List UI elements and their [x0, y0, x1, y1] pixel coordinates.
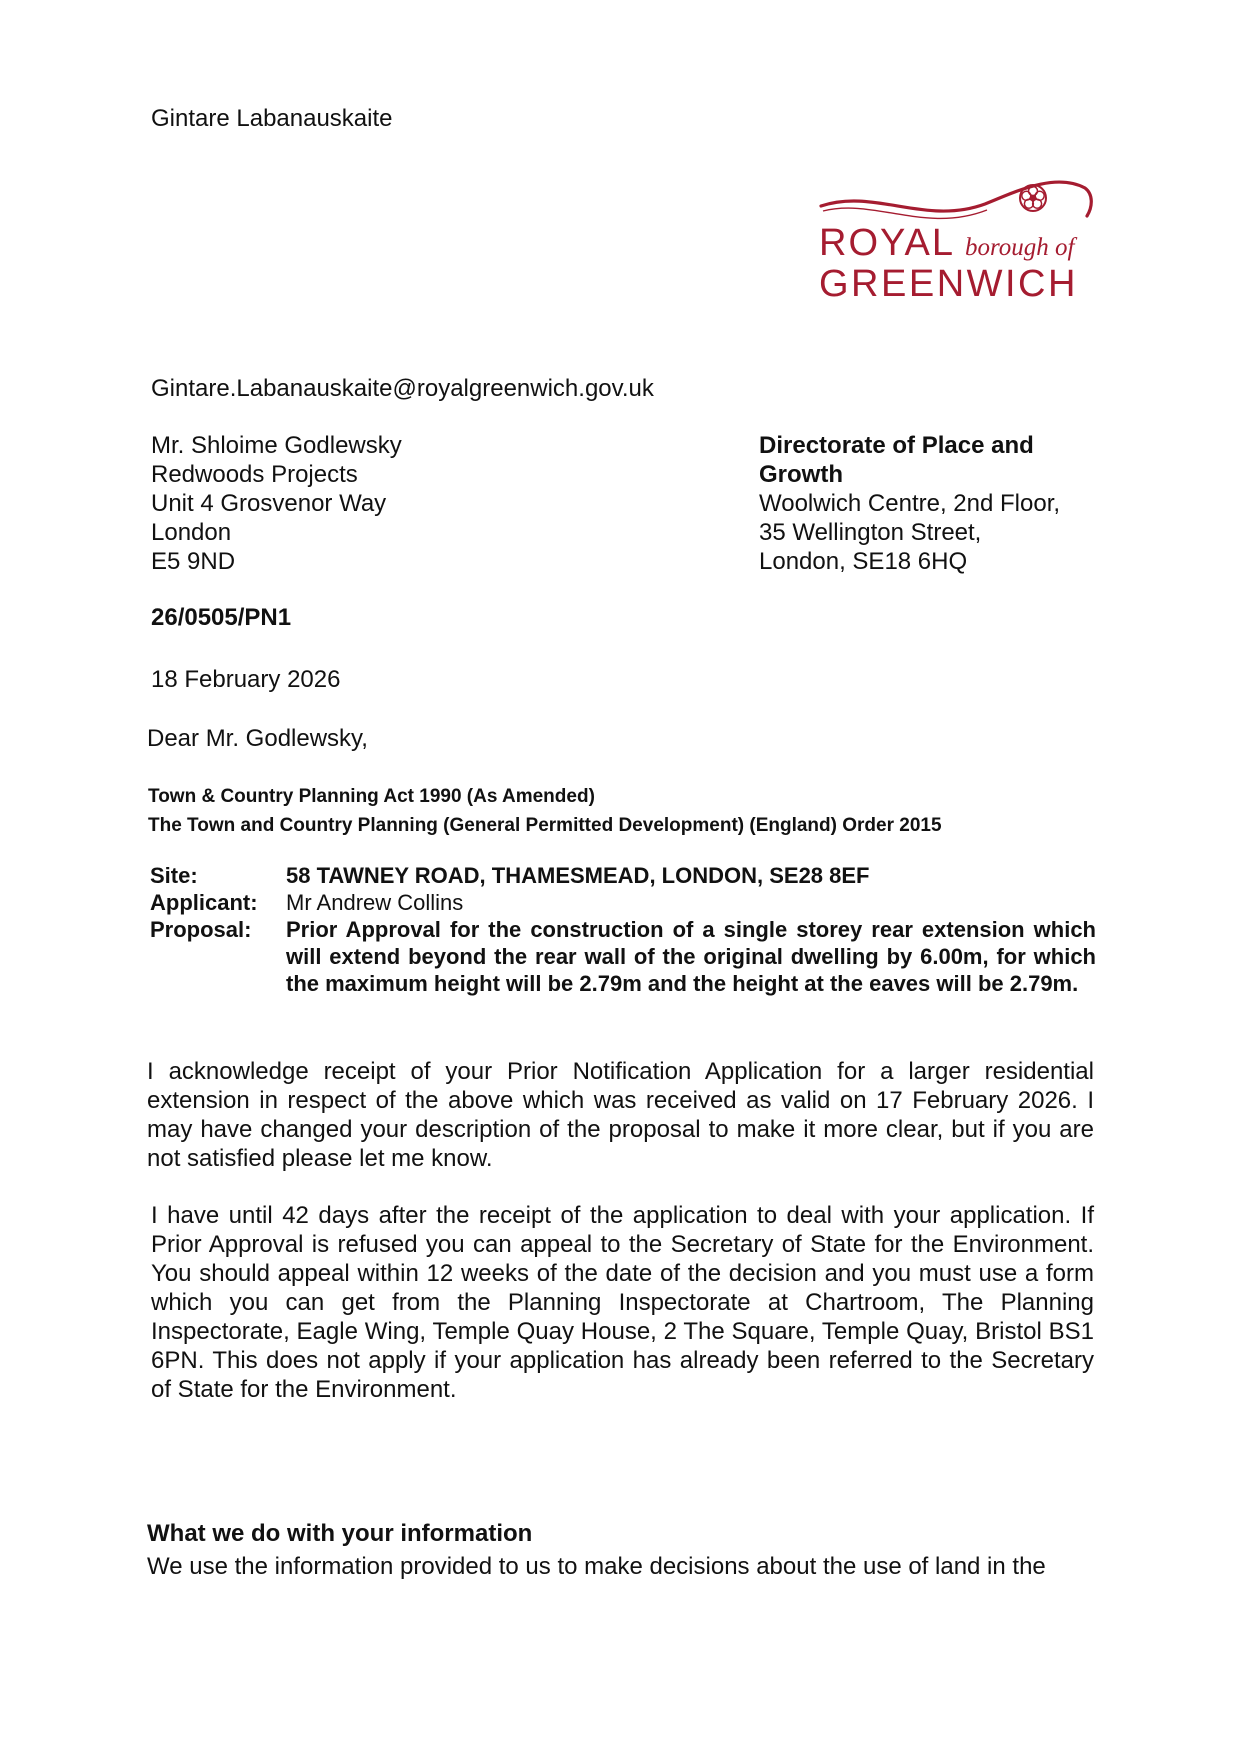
logo-borough-of: borough of [965, 234, 1075, 261]
info-text: We use the information provided to us to make decisions about the use of land in the [147, 1553, 1046, 1580]
applicant-row [150, 889, 1096, 916]
reference-number: 26/0505/PN1 [151, 604, 292, 631]
recipient-postcode: E5 9ND [151, 548, 236, 575]
recipient-address [151, 431, 402, 576]
salutation: Dear Mr. Godlewsky, [147, 725, 368, 752]
site-row [150, 862, 1096, 889]
recipient-city: London [151, 519, 232, 546]
applicant-label: Applicant: [150, 890, 258, 915]
proposal-row [150, 916, 1096, 997]
legislation-headings [148, 782, 942, 840]
letter-date: 18 February 2026 [151, 666, 341, 693]
sender-email: Gintare.Labanauskaite@royalgreenwich.gov.uk [151, 375, 654, 402]
directorate-title: Directorate of Place and [759, 432, 1034, 459]
info-heading: What we do with your information [147, 1520, 533, 1547]
directorate-city: London, SE18 6HQ [759, 548, 968, 575]
acknowledgement-paragraph: I acknowledge receipt of your Prior Notification Application for a larger residential extension in respect of the above which was received as valid on 17 February 2026. I may have changed your description of the proposal to make it more clear, but if you are not satisfied please let me know. [147, 1058, 1094, 1172]
directorate-street-2: 35 Wellington Street, [759, 519, 982, 546]
sender-name: Gintare Labanauskaite [151, 105, 393, 132]
directorate-street-1: Woolwich Centre, 2nd Floor, [759, 490, 1061, 517]
logo-greenwich: GREENWICH [819, 263, 1078, 304]
proposal-value: Prior Approval for the construction of a single storey rear extension which will extend beyond the rear wall of the original dwelling by 6.00m, for which the maximum height will be 2.79m and the height at the eaves will be 2.79m. [286, 917, 1096, 996]
recipient-name: Mr. Shloime Godlewsky [151, 432, 402, 459]
applicant-value: Mr Andrew Collins [286, 890, 464, 915]
site-value: 58 TAWNEY ROAD, THAMESMEAD, LONDON, SE28 8EF [286, 863, 870, 888]
recipient-company: Redwoods Projects [151, 461, 358, 488]
order-line: The Town and Country Planning (General Permitted Development) (England) Order 2015 [148, 815, 942, 836]
appeal-paragraph: I have until 42 days after the receipt of the application to deal with your application. If Prior Approval is refused you can appeal to the Secretary of State for the Environment. You should appeal within 12 weeks of the date of the decision and you must use a form which you can get from the Planning Inspectorate at Chartroom, The Planning Inspectorate, Eagle Wing, Temple Quay House, 2 The Square, Temple Quay, Bristol BS1 6PN. This does not apply if your application has already been referred to the Secretary of State for the Environment. [151, 1202, 1094, 1403]
act-line: Town & Country Planning Act 1990 (As Amended) [148, 786, 595, 807]
directorate-address [759, 431, 1060, 576]
site-label: Site: [150, 863, 198, 888]
proposal-label: Proposal: [150, 917, 252, 942]
recipient-street: Unit 4 Grosvenor Way [151, 490, 387, 517]
application-details [150, 862, 1096, 997]
royal-greenwich-logo [815, 176, 1097, 304]
tudor-rose-icon [1020, 185, 1046, 211]
logo-royal: ROYAL [819, 222, 956, 264]
directorate-title-cont: Growth [759, 461, 843, 488]
